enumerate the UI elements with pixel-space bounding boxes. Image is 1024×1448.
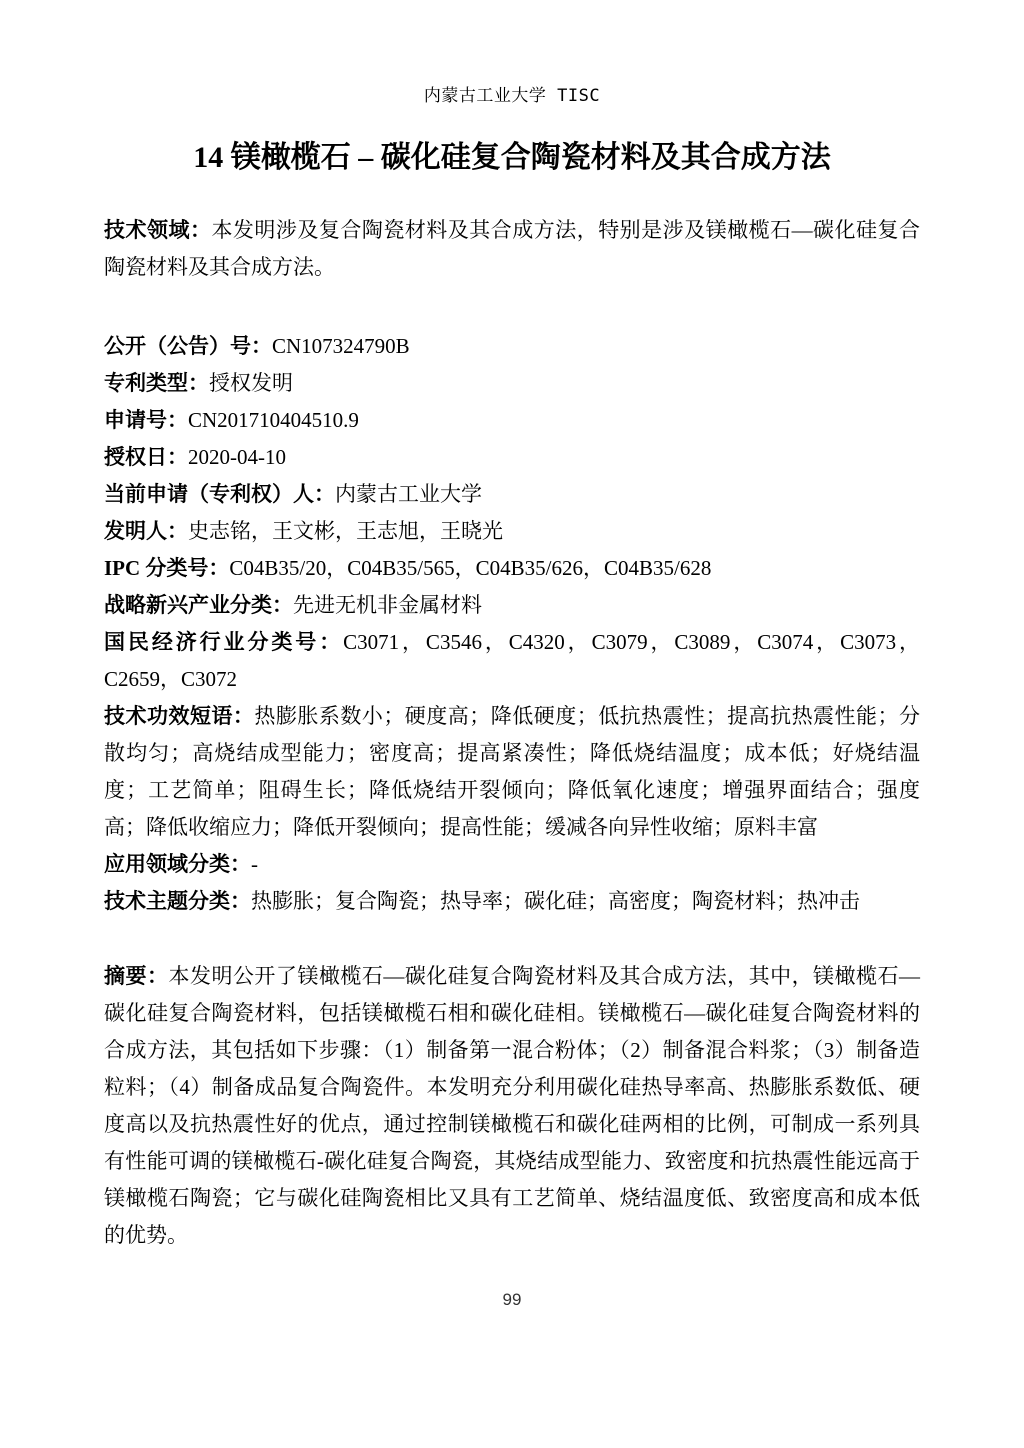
page-header: 内蒙古工业大学 TISC bbox=[423, 86, 601, 106]
field-application-number bbox=[104, 402, 920, 439]
field-value: CN107324790B bbox=[272, 334, 410, 358]
field-value: CN201710404510.9 bbox=[188, 408, 359, 432]
field-value: C04B35/20，C04B35/565，C04B35/626，C04B35/628 bbox=[229, 556, 712, 580]
field-label: 战略新兴产业分类： bbox=[104, 593, 293, 617]
tech-field-label: 技术领域： bbox=[104, 218, 212, 242]
field-value: 2020-04-10 bbox=[188, 445, 286, 469]
field-grant-date bbox=[104, 439, 920, 476]
page-title: 14 镁橄榄石 – 碳化硅复合陶瓷材料及其合成方法 bbox=[193, 141, 831, 174]
field-ipc-classification bbox=[104, 550, 920, 587]
field-label: 申请号： bbox=[104, 408, 188, 432]
abstract-paragraph bbox=[104, 958, 920, 1254]
field-current-assignee bbox=[104, 476, 920, 513]
field-label: 发明人： bbox=[104, 519, 188, 543]
field-value: 热膨胀系数小；硬度高；降低硬度；低抗热震性；提高抗热震性能；分散均匀；高烧结成型能力；密度高；提高紧凑性；降低烧结温度；成本低；好烧结温度；工艺简单；阻碍生长；降低烧结开裂倾向；降低氧化速度；增强界面结合；强度高；降低收缩应力；降低开裂倾向；提高性能；缓减各向异性收缩；原料丰富 bbox=[104, 704, 920, 839]
page-number: 99 bbox=[502, 1290, 522, 1309]
field-label: 技术主题分类： bbox=[104, 889, 251, 913]
field-label: IPC 分类号： bbox=[104, 556, 230, 580]
field-label: 授权日： bbox=[104, 445, 188, 469]
abstract-label: 摘要： bbox=[104, 964, 169, 988]
field-label: 专利类型： bbox=[104, 371, 209, 395]
field-application-area bbox=[104, 846, 920, 883]
field-publication-number bbox=[104, 328, 920, 365]
field-label: 国民经济行业分类号： bbox=[104, 630, 344, 654]
field-value: 授权发明 bbox=[209, 371, 293, 395]
field-technical-topic bbox=[104, 883, 920, 920]
field-inventors bbox=[104, 513, 920, 550]
patent-fields-list bbox=[104, 328, 920, 920]
field-value: 内蒙古工业大学 bbox=[335, 482, 482, 506]
field-patent-type bbox=[104, 365, 920, 402]
abstract-text: 本发明公开了镁橄榄石—碳化硅复合陶瓷材料及其合成方法，其中，镁橄榄石—碳化硅复合陶瓷材料，包括镁橄榄石相和碳化硅相。镁橄榄石—碳化硅复合陶瓷材料的合成方法，其包括如下步骤：（1）制备第一混合粉体；（2）制备混合料浆；（3）制备造粒料；（4）制备成品复合陶瓷件。本发明充分利用碳化硅热导率高、热膨胀系数低、硬度高以及抗热震性好的优点，通过控制镁橄榄石和碳化硅两相的比例，可制成一系列具有性能可调的镁橄榄石-碳化硅复合陶瓷，其烧结成型能力、致密度和抗热震性能远高于镁橄榄石陶瓷；它与碳化硅陶瓷相比又具有工艺简单、烧结温度低、致密度高和成本低的优势。 bbox=[104, 964, 921, 1247]
field-technical-effect-phrases bbox=[104, 698, 920, 846]
field-value: 热膨胀；复合陶瓷；热导率；碳化硅；高密度；陶瓷材料；热冲击 bbox=[251, 889, 860, 913]
field-strategic-industry bbox=[104, 587, 920, 624]
field-value: - bbox=[251, 852, 258, 876]
field-value: C3071，C3546，C4320，C3079，C3089，C3074，C3073，C2659，C3072 bbox=[104, 630, 920, 691]
field-value: 史志铭，王文彬，王志旭，王晓光 bbox=[188, 519, 503, 543]
field-value: 先进无机非金属材料 bbox=[293, 593, 482, 617]
field-label: 应用领域分类： bbox=[104, 852, 251, 876]
field-label: 技术功效短语： bbox=[104, 704, 255, 728]
document-body bbox=[104, 212, 920, 1254]
tech-field-paragraph bbox=[104, 212, 920, 286]
field-national-economy-classification bbox=[104, 624, 920, 698]
field-label: 当前申请（专利权）人： bbox=[104, 482, 335, 506]
tech-field-text: 本发明涉及复合陶瓷材料及其合成方法，特别是涉及镁橄榄石—碳化硅复合陶瓷材料及其合成方法。 bbox=[104, 218, 921, 279]
field-label: 公开（公告）号： bbox=[104, 334, 272, 358]
